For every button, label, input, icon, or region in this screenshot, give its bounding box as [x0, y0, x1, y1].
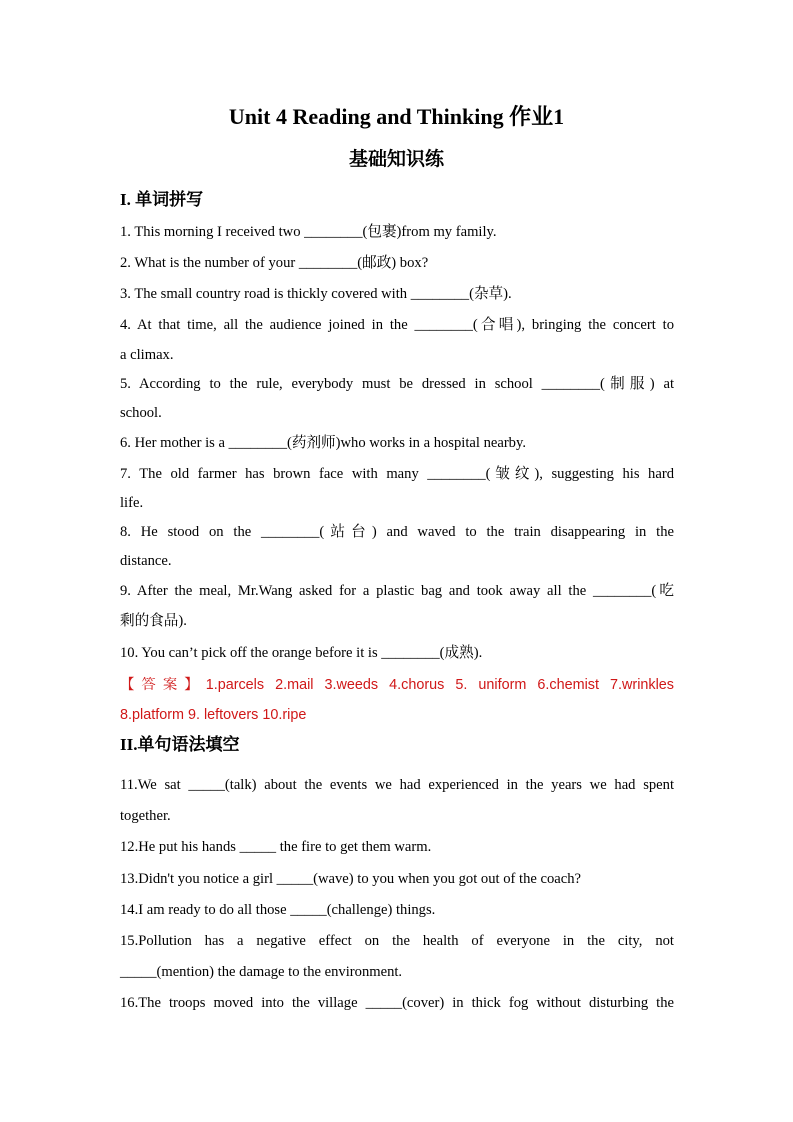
page-title: Unit 4 Reading and Thinking 作业1 — [228, 104, 565, 129]
section-number: II. — [120, 735, 138, 754]
answer-key-line: 8.platform 9. leftovers 10.ripe — [120, 707, 307, 723]
exercise-line: _____(mention) the damage to the environment. — [120, 964, 403, 980]
exercise-line: 4. At that time, all the audience joined in the ________(合唱), bringing the concert to — [120, 317, 674, 333]
exercise-line: 12.He put his hands _____ the fire to get them warm. — [120, 839, 432, 855]
answer-key-line — [120, 674, 674, 696]
exercise-line: school. — [120, 405, 162, 421]
exercise-line: 14.I am ready to do all those _____(challenge) things. — [120, 902, 436, 918]
exercise-line: 11.We sat _____(talk) about the events we had experienced in the years we had spent — [120, 777, 674, 793]
exercise-line: 1. This morning I received two ________(包裹)from my family. — [120, 224, 497, 240]
exercise-line: distance. — [120, 553, 172, 569]
exercise-line: 6. Her mother is a ________(药剂师)who works in a hospital nearby. — [120, 435, 526, 451]
answer-values: 1.parcels 2.mail 3.weeds 4.chorus 5. uniform 6.chemist 7.wrinkles — [205, 677, 674, 693]
exercise-line: 10. You can’t pick off the orange before it is ________(成熟). — [120, 645, 483, 661]
exercise-line: 9. After the meal, Mr.Wang asked for a plastic bag and took away all the ________(吃 — [120, 583, 674, 599]
exercise-line: 16.The troops moved into the village _____(cover) in thick fog without disturbing the — [120, 995, 674, 1011]
exercise-line: 3. The small country road is thickly covered with ________(杂草). — [120, 286, 512, 302]
exercise-line: 5. According to the rule, everybody must be dressed in school ________(制服) at — [120, 376, 674, 392]
exercise-line: 15.Pollution has a negative effect on the health of everyone in the city, not — [120, 933, 674, 949]
exercise-line: 13.Didn't you notice a girl _____(wave) to you when you got out of the coach? — [120, 871, 582, 887]
section-title: 单句语法填空 — [137, 735, 240, 755]
page-subtitle: 基础知识练 — [348, 148, 444, 170]
exercise-line: 2. What is the number of your ________(邮政) box? — [120, 255, 429, 271]
section-heading-2 — [120, 732, 239, 758]
section-heading-1 — [120, 187, 203, 213]
answer-label: 【答案】 — [120, 677, 206, 693]
section-title: 单词拼写 — [135, 190, 204, 210]
exercise-line: 8. He stood on the ________(站台) and waved to the train disappearing in the — [120, 524, 674, 540]
section-number: I. — [120, 190, 131, 209]
exercise-line: 剩的食品). — [120, 613, 187, 629]
exercise-line: life. — [120, 495, 144, 511]
exercise-line: a climax. — [120, 347, 174, 363]
exercise-line: 7. The old farmer has brown face with many ________(皱纹), suggesting his hard — [120, 466, 674, 482]
exercise-line: together. — [120, 808, 171, 824]
